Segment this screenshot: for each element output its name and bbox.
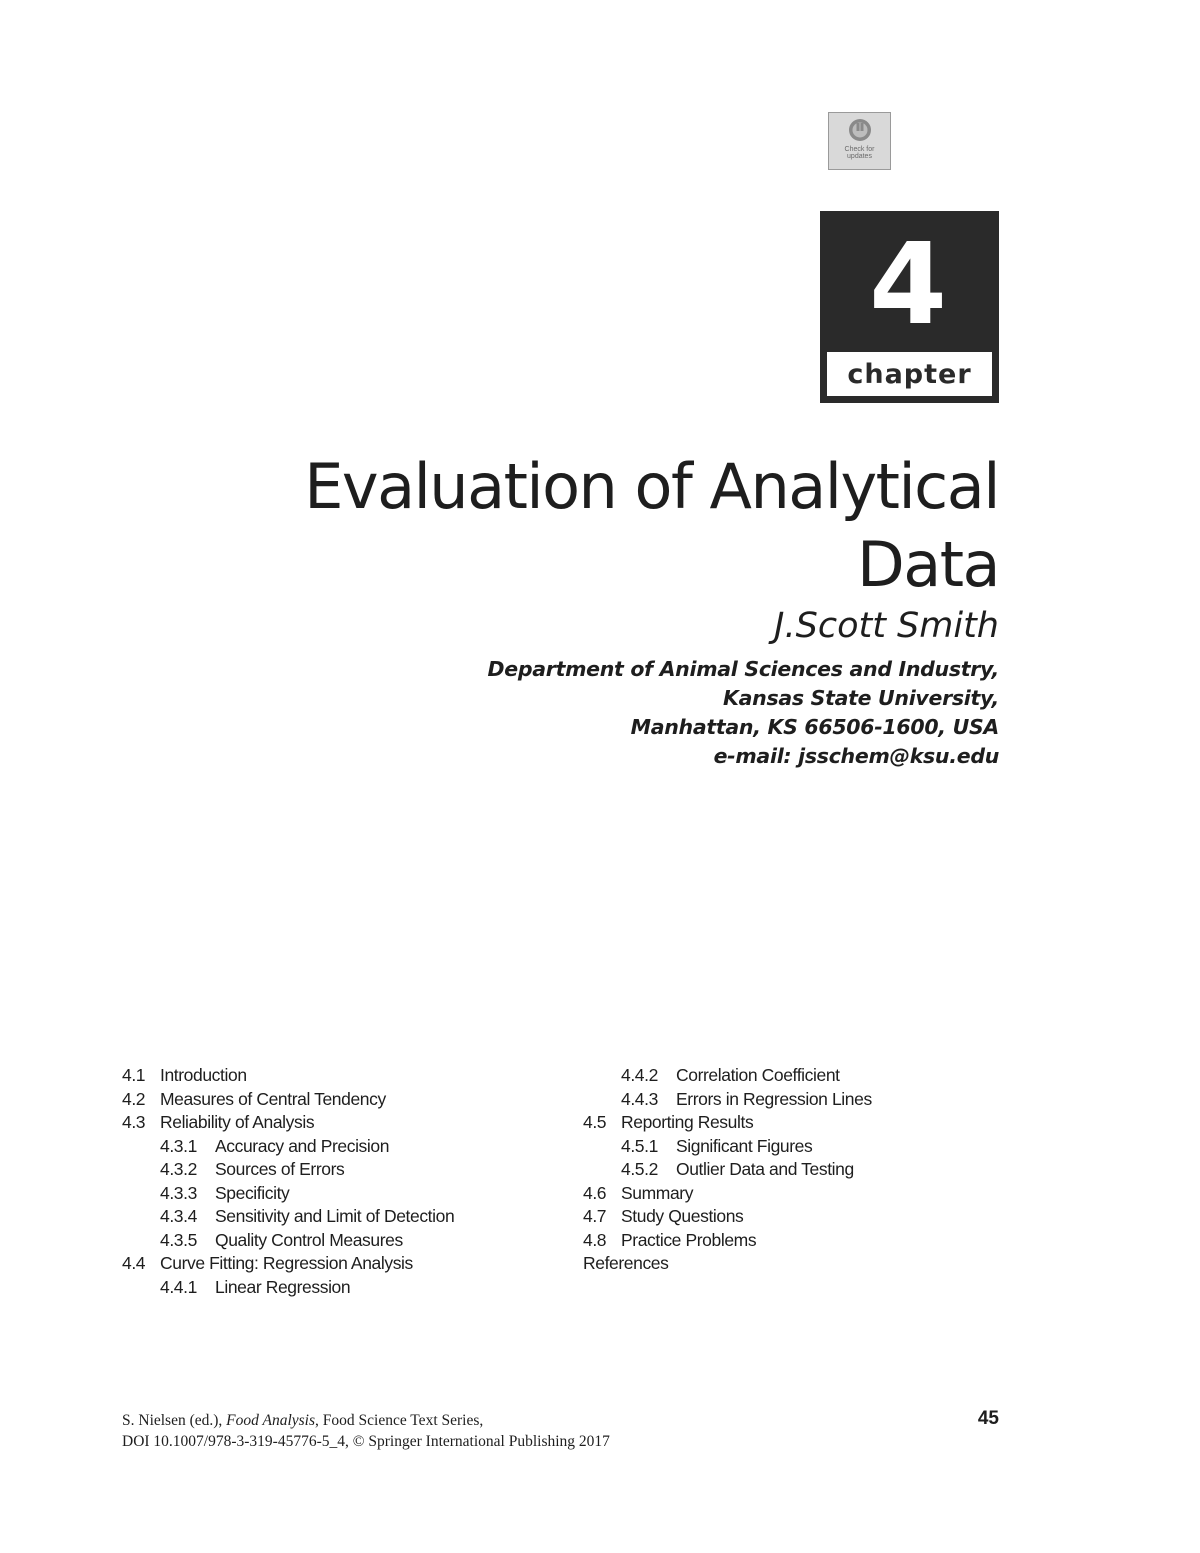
- toc-item-number: 4.4.2: [621, 1065, 658, 1085]
- toc-item-number: 4.4.3: [621, 1088, 658, 1109]
- author-affiliation: [488, 655, 999, 771]
- toc-item-title: Specificity: [215, 1182, 290, 1203]
- affiliation-line-university: Kansas State University,: [723, 686, 999, 710]
- toc-item[interactable]: [122, 1182, 562, 1206]
- chapter-label-box: [827, 352, 992, 396]
- toc-item[interactable]: [583, 1158, 1023, 1182]
- toc-item-number: 4.2: [122, 1088, 146, 1109]
- toc-item-title: Significant Figures: [676, 1135, 813, 1156]
- affiliation-line-department: Department of Animal Sciences and Industry,: [487, 657, 999, 681]
- toc-item-title: Sensitivity and Limit of Detection: [215, 1206, 455, 1226]
- chapter-title-line-1: Evaluation of Analytical: [304, 450, 999, 523]
- footer-doi: DOI 10.1007/978-3-319-45776-5_4, © Springer International Publishing 2017: [122, 1433, 610, 1450]
- check-for-updates-label: Check for updates: [844, 146, 875, 160]
- toc-item-number: 4.3.3: [160, 1182, 197, 1203]
- toc-item-number: 4.5.1: [621, 1135, 658, 1156]
- toc-item-title: Errors in Regression Lines: [676, 1088, 872, 1109]
- toc-left-column: [122, 1064, 562, 1299]
- toc-item-title: Measures of Central Tendency: [160, 1088, 386, 1109]
- toc-item[interactable]: [583, 1182, 1023, 1206]
- check-for-updates-badge[interactable]: [828, 112, 891, 170]
- toc-item-number: 4.4: [122, 1253, 146, 1273]
- toc-item-title: Quality Control Measures: [215, 1229, 403, 1250]
- toc-item-number: 4.3.2: [160, 1159, 197, 1179]
- toc-item-number: 4.6: [583, 1182, 607, 1203]
- toc-item-title: Study Questions: [621, 1206, 744, 1226]
- page-number: 45: [977, 1408, 999, 1429]
- toc-item[interactable]: [583, 1088, 1023, 1112]
- toc-item[interactable]: [122, 1205, 562, 1229]
- check-for-updates-icon: [847, 117, 873, 143]
- toc-item[interactable]: [122, 1158, 562, 1182]
- toc-item[interactable]: [122, 1064, 562, 1088]
- toc-item-title: Practice Problems: [621, 1229, 757, 1250]
- toc-item-title: Reliability of Analysis: [160, 1112, 315, 1132]
- footer-series: , Food Science Text Series,: [315, 1412, 484, 1429]
- toc-item-title: Curve Fitting: Regression Analysis: [160, 1253, 413, 1273]
- author-name: J.Scott Smith: [774, 606, 999, 646]
- toc-item-number: 4.7: [583, 1206, 607, 1226]
- toc-item-title: Introduction: [160, 1065, 247, 1085]
- toc-item-number: 4.1: [122, 1065, 146, 1085]
- affiliation-line-address: Manhattan, KS 66506-1600, USA: [630, 715, 999, 739]
- chapter-title-line-2: Data: [856, 528, 999, 601]
- toc-item[interactable]: [583, 1064, 1023, 1088]
- toc-item-number: 4.3.5: [160, 1229, 197, 1250]
- toc-item-title: Correlation Coefficient: [676, 1065, 840, 1085]
- footer-citation: [122, 1410, 610, 1452]
- toc-item-title: Sources of Errors: [215, 1159, 345, 1179]
- footer-book-title: Food Analysis: [226, 1412, 316, 1429]
- toc-item[interactable]: [583, 1135, 1023, 1159]
- toc-item-title: Outlier Data and Testing: [676, 1159, 854, 1179]
- toc-item-number: 4.8: [583, 1229, 607, 1250]
- toc-item-number: 4.5.2: [621, 1159, 658, 1179]
- toc-item-number: 4.5: [583, 1112, 607, 1132]
- footer-citation-line-1: [122, 1410, 610, 1431]
- toc-item[interactable]: [122, 1252, 562, 1276]
- chapter-box: [820, 211, 999, 403]
- toc-item-number: 4.3.4: [160, 1206, 197, 1226]
- toc-item-title: References: [583, 1253, 669, 1273]
- toc-item-title: Reporting Results: [621, 1112, 754, 1132]
- toc-item-title: Accuracy and Precision: [215, 1135, 390, 1156]
- toc-item-title: Summary: [621, 1182, 694, 1203]
- toc-right-column: [583, 1064, 1023, 1276]
- toc-item[interactable]: [122, 1229, 562, 1253]
- toc-item[interactable]: [583, 1111, 1023, 1135]
- toc-item[interactable]: [122, 1088, 562, 1112]
- affiliation-line-email[interactable]: e-mail: jsschem@ksu.edu: [713, 744, 999, 768]
- toc-item[interactable]: [583, 1205, 1023, 1229]
- chapter-number: 4: [869, 220, 947, 350]
- chapter-label: chapter: [847, 358, 972, 390]
- toc-item-number: 4.4.1: [160, 1276, 197, 1297]
- toc-item[interactable]: [583, 1229, 1023, 1253]
- footer-editor: S. Nielsen (ed.),: [122, 1412, 227, 1429]
- toc-item[interactable]: [122, 1135, 562, 1159]
- toc-item-number: 4.3.1: [160, 1135, 197, 1156]
- toc-item-title: Linear Regression: [215, 1276, 351, 1297]
- chapter-title: [279, 448, 999, 604]
- toc-item[interactable]: [122, 1276, 562, 1300]
- toc-item[interactable]: [583, 1252, 1023, 1276]
- toc-item[interactable]: [122, 1111, 562, 1135]
- toc-item-number: 4.3: [122, 1112, 146, 1132]
